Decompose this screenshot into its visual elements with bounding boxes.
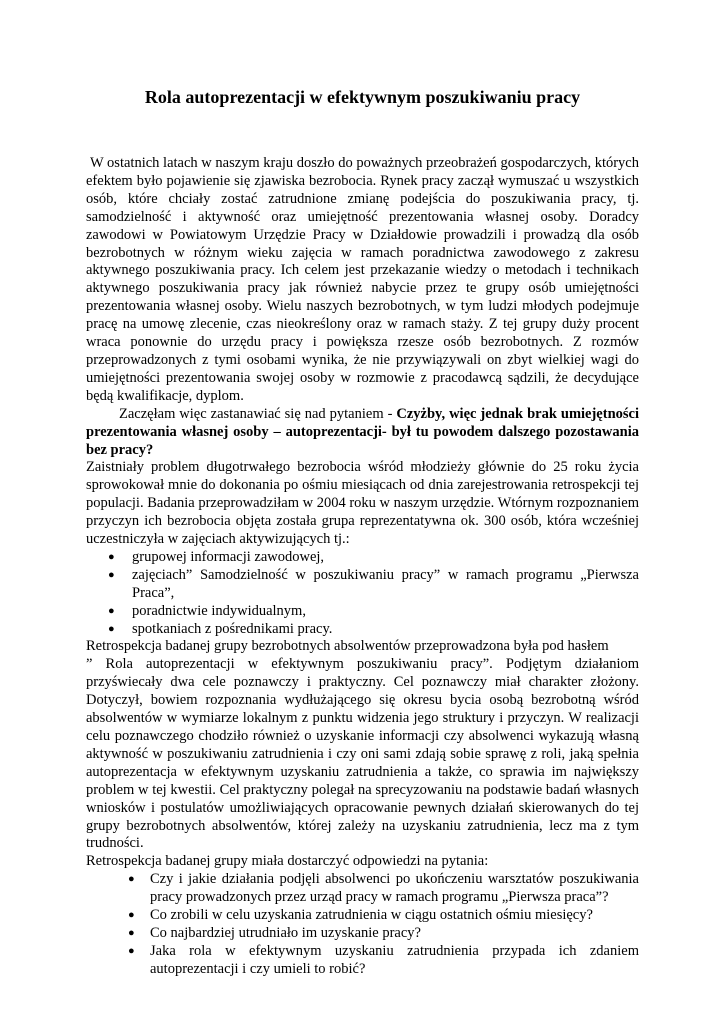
bullet-icon: ● [128,873,135,886]
bullet-icon: ● [128,944,135,957]
question-bold: Czyżby, więc jednak brak umiejętności prezentowania własnej osoby – autoprezentacji- był tu powodem dalszego pozostawania bez pracy? [86,405,639,458]
list-item [86,549,639,567]
list-item-text: Jaka rola w efektywnym uzyskaniu zatrudnienia przypada ich zdaniem autoprezentacji i czy umieli to robić? [150,942,639,977]
list-item-text: Co zrobili w celu uzyskania zatrudnienia w ciągu ostatnich ośmiu miesięcy? [150,907,593,924]
bullet-icon: ● [108,568,115,581]
paragraph-problem: Zaistniały problem długotrwałego bezrobocia wśród młodzieży głównie do 25 roku życia sprowokował mnie do dokonania po ośmiu miesiącach od dnia zarejestrowania retrospekcji tej populacji. Badania przeprowadziłam w 2004 roku w naszym urzędzie. Wtórnym rozpoznaniem przyczyn ich bezrobocia objęta została grupa reprezentatywna ok. 300 osób, która wcześniej uczestniczyła w zajęciach aktywizujących tj.: [86,459,639,548]
document-body [86,155,639,979]
list-item [86,925,639,943]
paragraph-retrospection: Retrospekcja badanej grupy bezrobotnych absolwentów przeprowadzona była pod hasłem [86,638,609,655]
paragraph-question [86,406,639,460]
list-item [86,943,639,979]
list-item-text: poradnictwie indywidualnym, [132,602,306,619]
question-lead: Zaczęłam więc zastanawiać się nad pytaniem - [119,405,397,422]
page-title: Rola autoprezentacji w efektywnym poszukiwaniu pracy [144,87,581,107]
list-item [86,567,639,603]
activities-list [86,549,639,639]
list-item [86,621,639,639]
bullet-icon: ● [108,622,115,635]
list-item [86,871,639,907]
list-item-text: Co najbardziej utrudniało im uzyskanie pracy? [150,924,421,941]
paragraph-goals: ” Rola autoprezentacji w efektywnym poszukiwaniu pracy”. Podjętym działaniom przyświecały dwa cele poznawczy i praktyczny. Cel poznawczy miał charakter złożony. Dotyczył, bowiem rozpoznania wydłużającego się okresu bycia osobą bezrobotną wśród absolwentów w wymiarze lokalnym z punktu widzenia jego struktury i przyczyn. W realizacji celu poznawczego chodziło również o uzyskanie informacji czy absolwenci wykazują własną aktywność w poszukiwaniu zatrudnienia i czy oni sami zdają sobie sprawę z roli, jaką spełnia autoprezentacja w efektywnym uzyskaniu zatrudnienia a także, co sprawia im największy problem w tej kwestii. Cel praktyczny polegał na sprecyzowaniu na podstawie badań własnych wniosków i postulatów umożliwiających opracowanie pewnych działań skierowanych do tej grupy bezrobotnych absolwentów, której zależy na uzyskaniu zatrudnienia, lecz ma z tym trudności. [86,656,639,852]
bullet-icon: ● [108,604,115,617]
list-item-text: grupowej informacji zawodowej, [132,548,325,565]
list-item [86,907,639,925]
bullet-icon: ● [128,926,135,939]
bullet-icon: ● [128,909,135,922]
bullet-icon: ● [108,550,115,563]
list-item-text: Czy i jakie działania podjęli absolwenci po ukończeniu warsztatów poszukiwania pracy prowadzonych przez urząd pracy w ramach programu „Pierwsza praca”? [150,871,639,906]
list-item [86,603,639,621]
list-item-text: zajęciach” Samodzielność w poszukiwaniu pracy” w ramach programu „Pierwsza Praca”, [132,566,639,601]
paragraph-intro: W ostatnich latach w naszym kraju doszło do poważnych przeobrażeń gospodarczych, których efektem było pojawienie się zjawiska bezrobocia. Rynek pracy zaczął wymuszać u wszystkich osób, które chciały zostać zatrudnione zmianę podejścia do poszukiwania pracy, tj. samodzielność i aktywność oraz umiejętność prezentowania własnej osoby. Doradcy zawodowi w Powiatowym Urzędzie Pracy w Działdowie prowadzili i prowadzą dla osób bezrobotnych w różnym wieku zajęcia w ramach poradnictwa zawodowego z zakresu aktywnego poszukiwania pracy. Ich celem jest przekazanie wiedzy o metodach i technikach aktywnego poszukiwania pracy jak również nabycie przez te grupy osób umiejętności prezentowania własnej osoby. Wielu naszych bezrobotnych, w tym ludzi młodych podejmuje pracę na umowę zlecenie, czas nieokreślony oraz w ramach staży. Z tej grupy duży procent wraca ponownie do urzędu pracy i powiększa rzesze osób bezrobotnych. Z rozmów przeprowadzonych z tymi osobami wynika, że nie przywiązywali on zbyt wielkiej wagi do umiejętności prezentowania swojej osoby w rozmowie z pracodawcą sądzili, że decydujące będą kwalifikacje, dyplom. [86,155,639,404]
list-item-text: spotkaniach z pośrednikami pracy. [132,620,333,637]
research-questions-list [86,871,639,978]
paragraph-questions-intro: Retrospekcja badanej grupy miała dostarczyć odpowiedzi na pytania: [86,853,489,870]
